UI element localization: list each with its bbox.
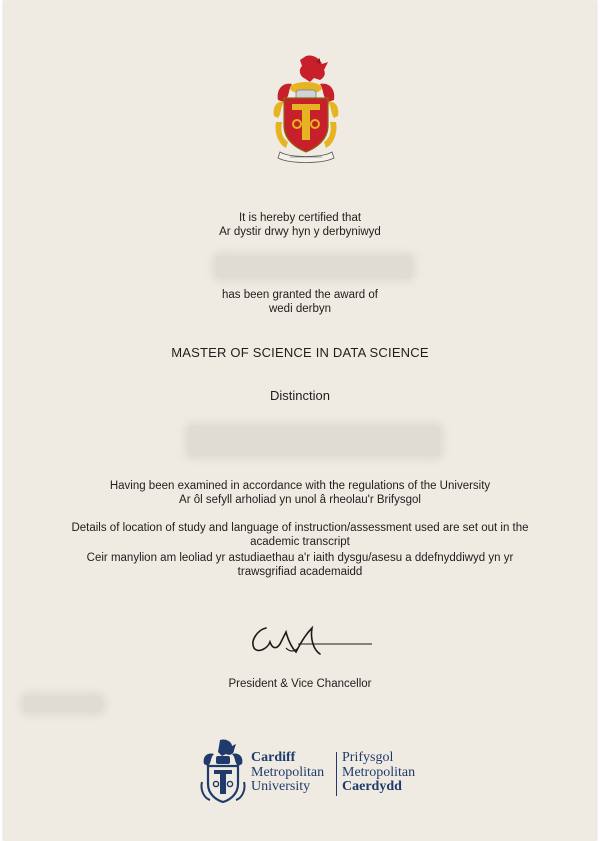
university-crest-icon xyxy=(200,738,246,806)
logo-en-line1: Cardiff xyxy=(251,750,296,765)
degree-classification: Distinction xyxy=(270,388,330,403)
details-en-line1: Details of location of study and language of instruction/assessment used are set out in the xyxy=(71,522,529,534)
details-cy-line1: Ceir manylion am leoliad yr astudiaethau a'r iaith dysgu/asesu a ddefnyddiwyd yn yr xyxy=(86,552,514,564)
logo-cy-line2: Metropolitan xyxy=(342,764,416,780)
logo-cy-line1: Prifysgol xyxy=(342,750,394,765)
granted-cy: wedi derbyn xyxy=(268,303,331,315)
logo-en-line3: University xyxy=(251,779,311,794)
details-cy-line2: trawsgrifiad academaidd xyxy=(237,566,363,578)
degree-title: MASTER OF SCIENCE IN DATA SCIENCE xyxy=(171,345,429,360)
university-logo xyxy=(200,738,430,808)
intro-en: It is hereby certified that xyxy=(238,212,362,224)
redacted-name xyxy=(216,256,412,278)
examined-cy: Ar ôl sefyll arholiad yn unol â rheolau'r Brifysgol xyxy=(179,494,421,506)
logo-cy-line3: Caerdydd xyxy=(342,779,402,794)
details-en-line2: academic transcript xyxy=(250,536,350,548)
signature-icon xyxy=(236,618,372,664)
redacted-date xyxy=(188,426,440,456)
logo-divider xyxy=(336,752,337,796)
logo-text-welsh xyxy=(342,751,415,795)
signatory-title: President & Vice Chancellor xyxy=(228,678,372,690)
redacted-reference xyxy=(24,696,102,712)
intro-cy: Ar dystir drwy hyn y derbyniwyd xyxy=(219,226,381,238)
examined-en: Having been examined in accordance with the regulations of the University xyxy=(109,480,491,492)
coat-of-arms-icon xyxy=(270,52,342,164)
logo-en-line2: Metropolitan xyxy=(251,764,325,780)
granted-en: has been granted the award of xyxy=(221,289,378,301)
logo-text-english xyxy=(251,751,324,795)
